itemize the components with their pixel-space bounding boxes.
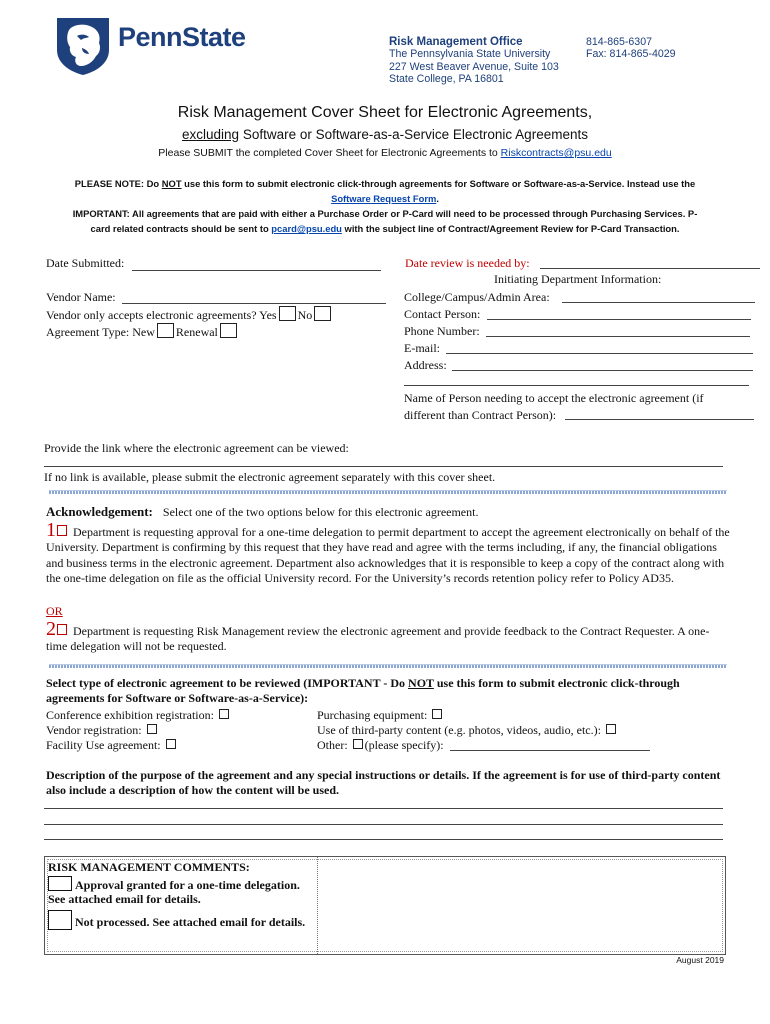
college-label: College/Campus/Admin Area: bbox=[404, 290, 550, 304]
office-title: Risk Management Office bbox=[389, 36, 523, 48]
new-checkbox[interactable] bbox=[157, 323, 174, 338]
page-subtitle bbox=[0, 127, 770, 142]
facility-row bbox=[46, 738, 178, 753]
note-text: PLEASE NOTE: Do bbox=[74, 178, 162, 189]
ack-instruction: Select one of the two options below for this electronic agreement. bbox=[162, 505, 479, 519]
please-note-line bbox=[40, 178, 730, 189]
date-review-field[interactable] bbox=[540, 268, 760, 269]
link-prompt: Provide the link where the electronic agreement can be viewed: bbox=[44, 441, 349, 455]
vendor-reg-checkbox[interactable] bbox=[147, 724, 157, 734]
subtitle-rest: Software or Software-as-a-Service Electronic Agreements bbox=[239, 127, 588, 142]
vendor-accepts-row bbox=[46, 306, 333, 323]
nittany-lion-shield-icon bbox=[55, 16, 111, 76]
address-line: The Pennsylvania State University bbox=[389, 48, 551, 61]
ack-label: Acknowledgement: bbox=[46, 504, 153, 519]
name-person-field[interactable] bbox=[565, 419, 754, 420]
submit-text: Please SUBMIT the completed Cover Sheet for Electronic Agreements to bbox=[158, 147, 501, 159]
section-divider bbox=[49, 664, 727, 668]
date-submitted-label: Date Submitted: bbox=[46, 256, 125, 270]
address-field-line2[interactable] bbox=[404, 385, 749, 386]
type-heading-not: NOT bbox=[408, 676, 434, 690]
purchasing-checkbox[interactable] bbox=[432, 709, 442, 719]
contact-person-label: Contact Person: bbox=[404, 307, 481, 321]
option-1-checkbox[interactable] bbox=[57, 525, 67, 536]
rm-heading: RISK MANAGEMENT COMMENTS: bbox=[48, 860, 250, 874]
see-email-label: See attached email for details. bbox=[48, 892, 201, 906]
email-field[interactable] bbox=[446, 353, 753, 354]
ack-heading-row bbox=[46, 503, 478, 521]
description-line[interactable] bbox=[44, 824, 723, 825]
software-request-form-link[interactable]: Software Request Form bbox=[331, 193, 437, 204]
no-label: No bbox=[297, 308, 313, 322]
purchasing-label: Purchasing equipment: bbox=[317, 708, 428, 722]
agreement-type-label: Agreement Type: New bbox=[46, 325, 155, 339]
riskcontracts-email-link[interactable]: Riskcontracts@psu.edu bbox=[500, 147, 612, 159]
software-request-line bbox=[40, 193, 730, 204]
facility-label: Facility Use agreement: bbox=[46, 738, 161, 752]
vendor-name-field[interactable] bbox=[122, 303, 386, 304]
or-label: OR bbox=[46, 604, 63, 618]
ack-option-2 bbox=[46, 618, 730, 655]
rm-comments-box bbox=[44, 856, 726, 955]
facility-checkbox[interactable] bbox=[166, 739, 176, 749]
no-checkbox[interactable] bbox=[314, 306, 331, 321]
third-party-row bbox=[317, 723, 618, 738]
college-field[interactable] bbox=[562, 302, 755, 303]
ack-option-1 bbox=[46, 519, 730, 587]
third-party-checkbox[interactable] bbox=[606, 724, 616, 734]
important-note-line1: IMPORTANT: All agreements that are paid with either a Purchase Order or P-Card will need to be processed through Purchasing Services. P- bbox=[72, 208, 698, 219]
description-heading: Description of the purpose of the agreement and any special instructions or details. If the agreement is for use of third-party content also include a description of how the content will be used. bbox=[46, 768, 721, 798]
vendor-reg-label: Vendor registration: bbox=[46, 723, 142, 737]
option-1-number: 1 bbox=[46, 519, 56, 541]
brand-name: PennState bbox=[118, 22, 246, 52]
pennstate-logo bbox=[55, 16, 111, 81]
type-heading-text: use this form to submit electronic click-through agreements for Software or Software-as-a-Service): bbox=[46, 676, 680, 706]
address-line: State College, PA 16801 bbox=[389, 73, 504, 86]
agreement-type-row bbox=[46, 323, 239, 340]
link-field[interactable] bbox=[44, 466, 723, 467]
conference-checkbox[interactable] bbox=[219, 709, 229, 719]
renewal-checkbox[interactable] bbox=[220, 323, 237, 338]
name-person-label-2: different than Contract Person): bbox=[404, 408, 557, 422]
approval-checkbox[interactable] bbox=[48, 876, 72, 891]
note-text: . bbox=[436, 193, 439, 204]
option-2-text: Department is requesting Risk Management review the electronic agreement and provide feedback to the Contract Requester. A one-time delegation will not be requested. bbox=[46, 624, 710, 654]
description-line[interactable] bbox=[44, 839, 723, 840]
address-line: 227 West Beaver Avenue, Suite 103 bbox=[389, 60, 559, 73]
initiating-dept-heading: Initiating Department Information: bbox=[494, 272, 662, 286]
other-row bbox=[317, 738, 444, 753]
rm-comments-area[interactable] bbox=[321, 861, 719, 949]
vendor-accepts-label: Vendor only accepts electronic agreements? Yes bbox=[46, 308, 277, 322]
other-specify-field[interactable] bbox=[450, 750, 650, 751]
option-2-checkbox[interactable] bbox=[57, 624, 67, 635]
phone-number-field[interactable] bbox=[486, 336, 750, 337]
phone-number: 814-865-6307 bbox=[586, 36, 652, 48]
other-checkbox[interactable] bbox=[353, 739, 363, 749]
conference-label: Conference exhibition registration: bbox=[46, 708, 214, 722]
page-title: Risk Management Cover Sheet for Electronic Agreements, bbox=[177, 104, 593, 121]
date-review-label: Date review is needed by: bbox=[405, 256, 530, 270]
address-field[interactable] bbox=[452, 370, 753, 371]
name-person-label-1: Name of Person needing to accept the electronic agreement (if bbox=[404, 391, 704, 405]
vendor-reg-row bbox=[46, 723, 159, 738]
note-text: card related contracts should be sent to bbox=[90, 223, 272, 234]
excluding-word: excluding bbox=[182, 127, 240, 142]
vendor-name-label: Vendor Name: bbox=[46, 290, 116, 304]
rm-not-processed-row bbox=[48, 910, 305, 930]
note-text: with the subject line of Contract/Agreement Review for P-Card Transaction. bbox=[341, 223, 680, 234]
type-heading-text: Select type of electronic agreement to be reviewed (IMPORTANT - Do bbox=[46, 676, 409, 690]
pcard-email-link[interactable]: pcard@psu.edu bbox=[271, 223, 342, 234]
rm-approval-row bbox=[48, 876, 300, 893]
submit-instruction bbox=[0, 147, 770, 159]
section-divider bbox=[49, 490, 727, 494]
not-processed-label: Not processed. See attached email for details. bbox=[75, 915, 306, 929]
conference-row bbox=[46, 708, 231, 723]
contact-person-field[interactable] bbox=[487, 319, 751, 320]
footer-date: August 2019 bbox=[676, 955, 724, 965]
office-block bbox=[389, 36, 559, 86]
phone-number-label: Phone Number: bbox=[404, 324, 480, 338]
fax-number: Fax: 814-865-4029 bbox=[586, 48, 676, 61]
note-text: use this form to submit electronic click-through agreements for Software or Software-as-a-Service. Instead use the bbox=[181, 178, 696, 189]
type-heading bbox=[46, 676, 730, 707]
contact-numbers bbox=[586, 36, 676, 61]
approval-label: Approval granted for a one-time delegation. bbox=[75, 878, 300, 892]
other-label: Other: bbox=[317, 738, 348, 752]
other-specify-label: (please specify): bbox=[364, 738, 444, 752]
note-not: NOT bbox=[161, 178, 182, 189]
yes-checkbox[interactable] bbox=[279, 306, 296, 321]
address-label: Address: bbox=[404, 358, 447, 372]
date-submitted-field[interactable] bbox=[132, 270, 381, 271]
option-2-number: 2 bbox=[46, 618, 56, 640]
important-note-line2 bbox=[40, 223, 730, 234]
renewal-label: Renewal bbox=[175, 325, 218, 339]
no-link-note: If no link is available, please submit the electronic agreement separately with this cover sheet. bbox=[44, 470, 496, 484]
not-processed-checkbox[interactable] bbox=[48, 910, 72, 930]
email-label: E-mail: bbox=[404, 341, 440, 355]
option-1-text: Department is requesting approval for a one-time delegation to permit department to accept the agreement electronically on behalf of the University. Department is confirming by this request that they have read and agree with the terms including, if any, the financial obligations and business terms in the electronic agreement. Department also acknowledges that it is responsible to keep a copy of the contract along with the one-time delegation on file as the official University record. For the University’s records retention policy refer to Policy AD35. bbox=[46, 525, 730, 586]
third-party-label: Use of third-party content (e.g. photos, videos, audio, etc.): bbox=[317, 723, 601, 737]
purchasing-row bbox=[317, 708, 444, 723]
description-line[interactable] bbox=[44, 808, 723, 809]
